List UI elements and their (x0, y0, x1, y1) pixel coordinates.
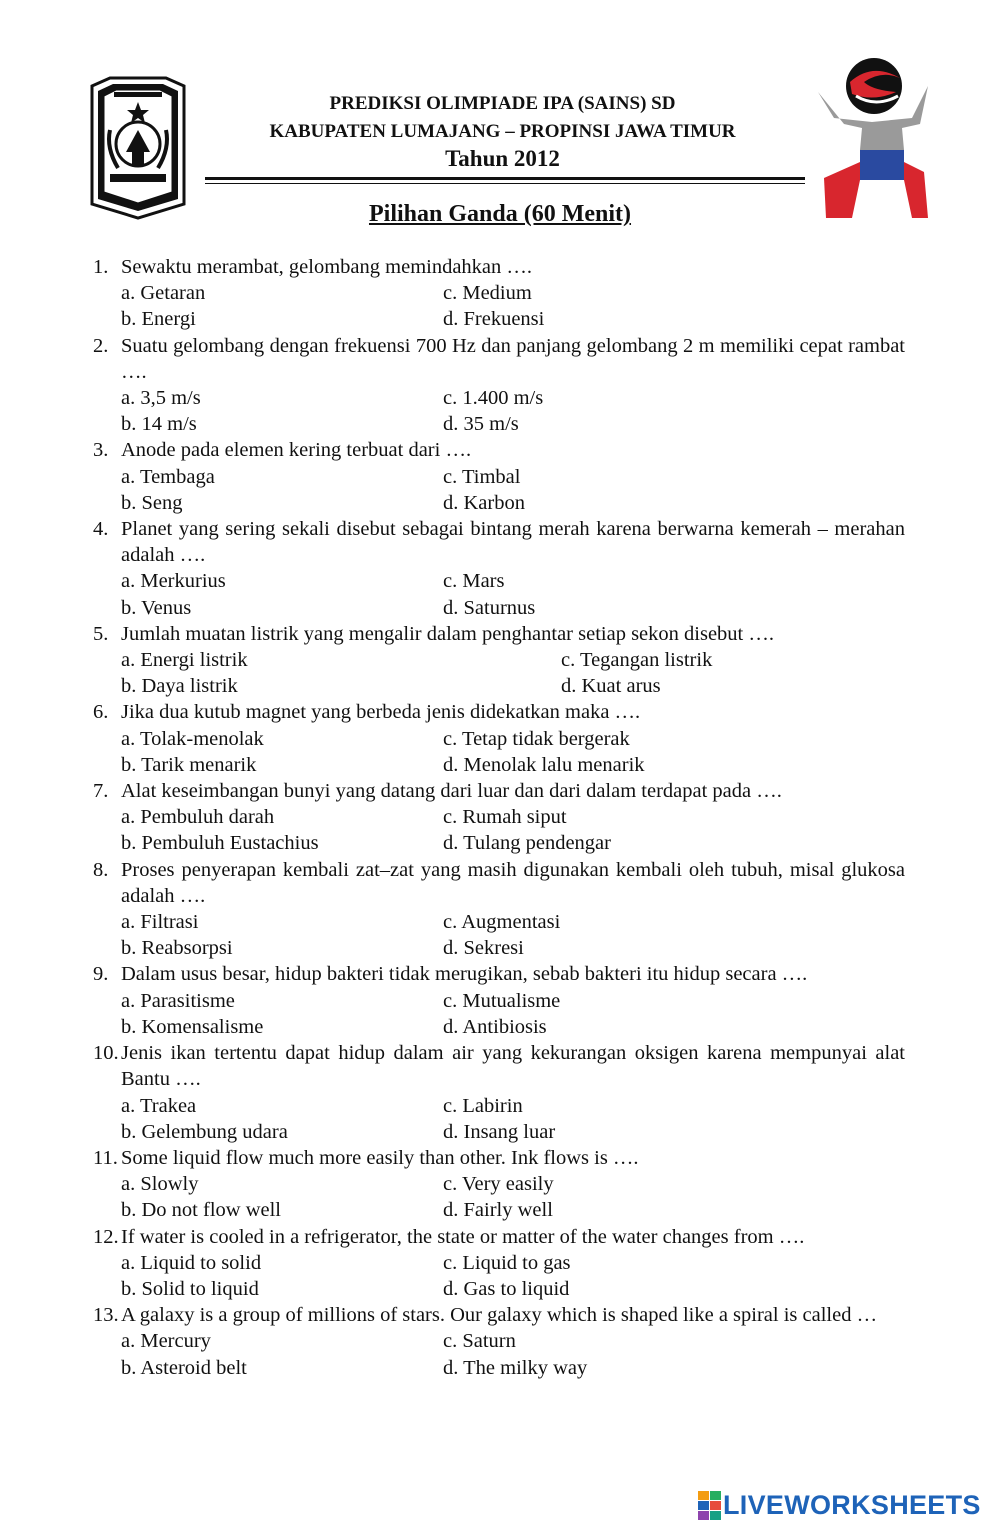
option-a[interactable]: a. 3,5 m/s (121, 387, 201, 410)
question-number: 6. (93, 701, 109, 724)
option-c[interactable]: c. Tetap tidak bergerak (443, 727, 630, 750)
option-d[interactable]: d. Kuat arus (561, 675, 661, 698)
header-title-line2: KABUPATEN LUMAJANG – PROPINSI JAWA TIMUR (269, 121, 736, 142)
option-c[interactable]: c. Rumah siput (443, 806, 567, 829)
question-item (0, 333, 1000, 438)
olympiad-figure-logo (812, 52, 932, 224)
liveworksheets-logo-icon (698, 1491, 720, 1519)
question-stem: Jenis ikan tertentu dapat hidup dalam air yang kekurangan oksigen karena mempunyai alat Bantu …. (121, 1042, 905, 1091)
question-stem: Planet yang sering sekali disebut sebagai bintang merah karena berwarna kemerah – merahan adalah …. (121, 518, 905, 567)
option-a[interactable]: a. Trakea (121, 1094, 197, 1117)
option-d[interactable]: d. Frekuensi (443, 308, 545, 331)
header-year: Tahun 2012 (445, 146, 560, 171)
question-stem: If water is cooled in a refrigerator, the state or matter of the water changes from …. (121, 1225, 805, 1248)
option-b[interactable]: b. Reabsorpsi (121, 937, 233, 960)
option-c[interactable]: c. Mutualisme (443, 989, 561, 1012)
option-b[interactable]: b. Energi (121, 308, 196, 331)
option-c[interactable]: c. Mars (443, 570, 505, 593)
question-item (0, 437, 1000, 516)
option-a[interactable]: a. Tolak-menolak (121, 727, 264, 750)
option-b[interactable]: b. Tarik menarik (121, 753, 257, 776)
option-d[interactable]: d. Karbon (443, 491, 525, 514)
question-stem: Proses penyerapan kembali zat–zat yang masih digunakan kembali oleh tubuh, misal glukosa adalah …. (121, 858, 905, 907)
option-c[interactable]: c. Labirin (443, 1094, 523, 1117)
option-c[interactable]: c. Tegangan listrik (561, 649, 713, 672)
option-c[interactable]: c. Liquid to gas (443, 1251, 571, 1274)
option-d[interactable]: d. Saturnus (443, 596, 536, 619)
question-number: 9. (93, 963, 109, 986)
question-stem: Sewaktu merambat, gelombang memindahkan …. (121, 256, 533, 278)
question-number: 8. (93, 858, 109, 881)
option-a[interactable]: a. Filtrasi (121, 911, 199, 934)
question-list (0, 254, 1000, 1381)
question-number: 4. (93, 518, 109, 541)
question-number: 3. (93, 439, 109, 462)
option-d[interactable]: d. Gas to liquid (443, 1277, 570, 1300)
brand-name: LIVEWORKSHEETS (723, 1489, 981, 1520)
option-b[interactable]: b. Gelembung udara (121, 1120, 288, 1143)
option-a[interactable]: a. Energi listrik (121, 649, 248, 672)
question-item (0, 961, 1000, 1040)
option-c[interactable]: c. Augmentasi (443, 911, 561, 934)
option-a[interactable]: a. Getaran (121, 282, 206, 305)
option-b[interactable]: b. Pembuluh Eustachius (121, 832, 319, 855)
question-item (0, 699, 1000, 778)
header-title-line1: PREDIKSI OLIMPIADE IPA (SAINS) SD (329, 93, 676, 114)
option-c[interactable]: c. 1.400 m/s (443, 387, 544, 410)
question-item (0, 254, 1000, 333)
question-number: 10. (93, 1042, 119, 1065)
option-a[interactable]: a. Tembaga (121, 465, 215, 488)
question-item (0, 1040, 1000, 1145)
question-stem: Some liquid flow much more easily than other. Ink flows is …. (121, 1146, 639, 1169)
option-a[interactable]: a. Liquid to solid (121, 1251, 262, 1274)
question-item (0, 1302, 1000, 1381)
option-b[interactable]: b. Venus (121, 596, 192, 619)
question-stem: Anode pada elemen kering terbuat dari …. (121, 439, 472, 462)
option-b[interactable]: b. Seng (121, 491, 183, 514)
question-number: 11. (93, 1146, 118, 1169)
question-stem: Suatu gelombang dengan frekuensi 700 Hz dan panjang gelombang 2 m memiliki cepat rambat …. (121, 334, 905, 383)
question-stem: Jumlah muatan listrik yang mengalir dalam penghantar setiap sekon disebut …. (121, 622, 774, 645)
option-b[interactable]: b. Solid to liquid (121, 1277, 259, 1300)
question-number: 2. (93, 334, 109, 357)
option-b[interactable]: b. 14 m/s (121, 413, 197, 436)
option-b[interactable]: b. Do not flow well (121, 1199, 281, 1222)
question-number: 12. (93, 1225, 119, 1248)
option-a[interactable]: a. Pembuluh darah (121, 806, 275, 829)
question-number: 13. (93, 1304, 119, 1327)
liveworksheets-brand[interactable] (698, 1488, 981, 1522)
option-b[interactable]: b. Asteroid belt (121, 1356, 247, 1379)
option-a[interactable]: a. Slowly (121, 1173, 199, 1196)
option-b[interactable]: b. Daya listrik (121, 675, 238, 698)
header-divider-thick (205, 177, 805, 180)
option-d[interactable]: d. Menolak lalu menarik (443, 753, 645, 776)
option-b[interactable]: b. Komensalisme (121, 1015, 264, 1038)
question-item (0, 857, 1000, 962)
option-a[interactable]: a. Mercury (121, 1330, 211, 1353)
question-item (0, 1145, 1000, 1224)
section-title: Pilihan Ganda (60 Menit) (368, 201, 632, 227)
question-stem: A galaxy is a group of millions of stars. Our galaxy which is shaped like a spiral is called … (121, 1304, 878, 1327)
question-number: 5. (93, 622, 109, 645)
option-d[interactable]: d. The milky way (443, 1356, 588, 1379)
question-item (0, 778, 1000, 857)
option-c[interactable]: c. Very easily (443, 1173, 554, 1196)
option-d[interactable]: d. Fairly well (443, 1199, 553, 1222)
option-d[interactable]: d. Sekresi (443, 937, 524, 960)
question-number: 1. (93, 256, 109, 278)
option-d[interactable]: d. Antibiosis (443, 1015, 547, 1038)
question-number: 7. (93, 780, 109, 803)
option-d[interactable]: d. 35 m/s (443, 413, 519, 436)
option-c[interactable]: c. Timbal (443, 465, 521, 488)
option-a[interactable]: a. Parasitisme (121, 989, 235, 1012)
option-d[interactable]: d. Tulang pendengar (443, 832, 611, 855)
question-stem: Dalam usus besar, hidup bakteri tidak merugikan, sebab bakteri itu hidup secara …. (121, 963, 808, 986)
option-c[interactable]: c. Medium (443, 282, 532, 305)
option-c[interactable]: c. Saturn (443, 1330, 516, 1353)
question-item (0, 621, 1000, 700)
header-divider-thin (205, 183, 805, 184)
question-stem: Jika dua kutub magnet yang berbeda jenis didekatkan maka …. (121, 701, 641, 724)
regency-emblem-logo (88, 72, 188, 220)
option-a[interactable]: a. Merkurius (121, 570, 226, 593)
question-item (0, 516, 1000, 621)
option-d[interactable]: d. Insang luar (443, 1120, 556, 1143)
question-stem: Alat keseimbangan bunyi yang datang dari luar dan dari dalam terdapat pada …. (121, 780, 782, 803)
question-item (0, 1224, 1000, 1303)
